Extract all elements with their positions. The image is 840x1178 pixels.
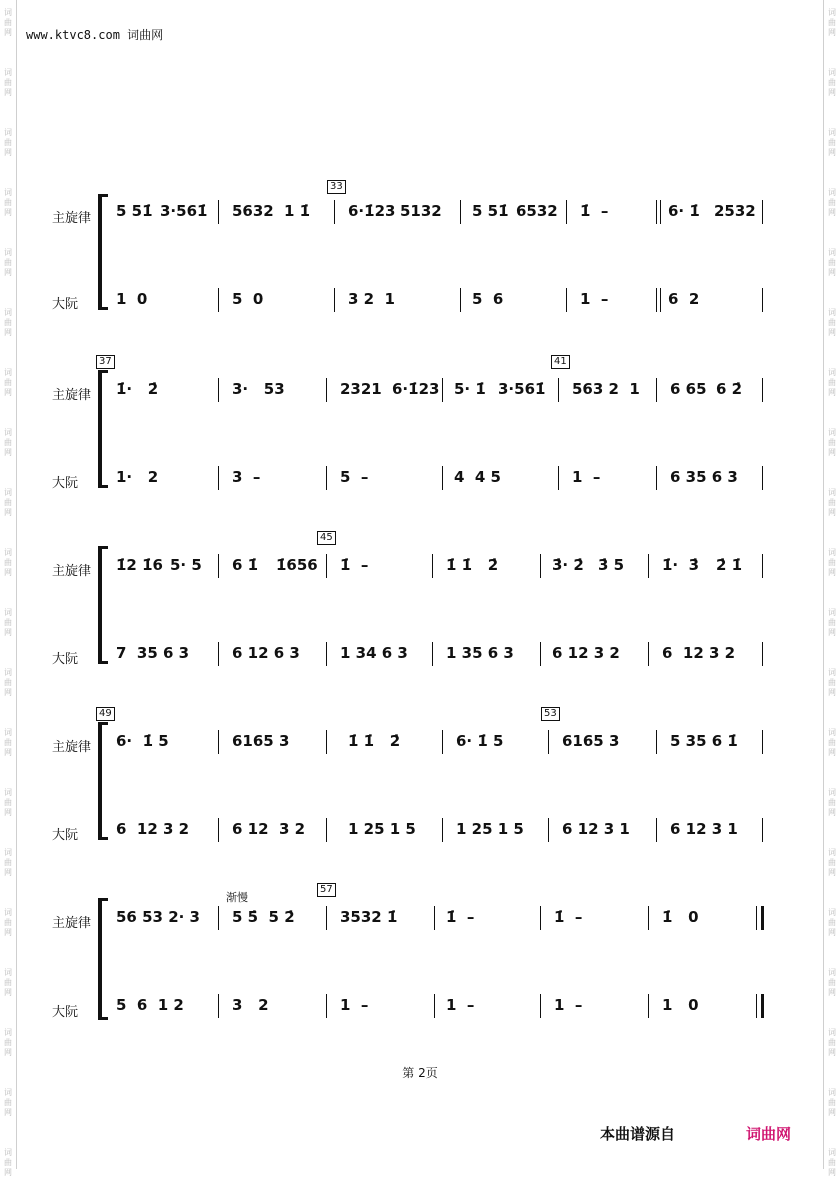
melody-notes: 6 1̇ [232,556,259,574]
barline [434,906,435,930]
watermark-mark: 词 曲 网 [4,68,12,97]
watermark-mark: 词 曲 网 [4,1088,12,1117]
barline [442,378,443,402]
watermark-mark: 词 曲 网 [828,488,836,517]
watermark-mark: 词 曲 网 [828,968,836,997]
barline [648,554,649,578]
barline [656,200,657,224]
final-barline [756,906,757,930]
ruan-notes: 5 0 [232,290,264,308]
watermark-mark: 词 曲 网 [4,308,12,337]
barline [218,554,219,578]
watermark-mark: 词 曲 网 [828,1028,836,1057]
brace-bottom [98,485,108,488]
melody-notes: 2321 [340,380,382,398]
part-label-ruan: 大阮 [52,652,79,667]
barline [326,730,327,754]
barline [548,730,549,754]
watermark-mark: 词 曲 网 [828,188,836,217]
ruan-notes: 1 – [580,290,609,308]
ruan-notes: 4 4 5 [454,468,501,486]
barline [460,288,461,312]
system-brace [98,722,102,840]
ruan-notes: 5 6 1 2 [116,996,184,1014]
ruan-notes: 5 – [340,468,369,486]
barline [540,642,541,666]
barline [460,200,461,224]
watermark-mark: 词 曲 网 [4,8,12,37]
final-barline-thick [761,906,764,930]
watermark-mark: 词 曲 网 [4,1028,12,1057]
melody-notes: 5 51̇ [472,202,509,220]
watermark-mark: 词 曲 网 [828,788,836,817]
measure-number: 41 [551,355,570,369]
brace-top [98,370,108,373]
watermark-mark: 词 曲 网 [4,1148,12,1177]
ruan-notes: 1 35 6 3 [446,644,514,662]
ruan-notes: 6 12 3 2 [232,820,306,838]
melody-notes: 3̇· 2̇ [552,556,584,574]
watermark-mark: 词 曲 网 [828,668,836,697]
ruan-notes: 6 12 3 1 [562,820,630,838]
ruan-notes: 1 34 6 3 [340,644,408,662]
melody-notes: 1̇ – [446,908,475,926]
measure-number: 45 [317,531,336,545]
barline [566,288,567,312]
barline [648,642,649,666]
melody-notes: 3532 1̇ [340,908,398,926]
melody-notes: 6·1̇23 [392,380,440,398]
barline [762,730,763,754]
barline [660,200,661,224]
barline [326,378,327,402]
watermark-mark: 词 曲 网 [4,608,12,637]
watermark-mark: 词 曲 网 [828,428,836,457]
barline [326,906,327,930]
watermark-mark: 词 曲 网 [4,968,12,997]
watermark-mark: 词 曲 网 [828,368,836,397]
barline [218,730,219,754]
final-barline-thick [761,994,764,1018]
melody-notes: 1̇ 1̇ 2̇ [348,732,401,750]
melody-notes: 1̇ – [580,202,609,220]
part-label-melody: 主旋律 [52,564,92,579]
ruan-notes: 7 35 6 3 [116,644,190,662]
barline [442,818,443,842]
brace-top [98,194,108,197]
site-url[interactable]: www.ktvc8.com 词曲网 [26,28,164,42]
melody-notes: 6532 [516,202,558,220]
barline [648,994,649,1018]
brace-top [98,722,108,725]
brace-bottom [98,661,108,664]
measure-number: 49 [96,707,115,721]
barline [656,730,657,754]
melody-notes: 1̇ 0 [662,908,699,926]
barline [762,378,763,402]
watermark-mark: 词 曲 网 [4,248,12,277]
watermark-mark: 词 曲 网 [4,368,12,397]
watermark-mark: 词 曲 网 [4,908,12,937]
watermark-mark: 词 曲 网 [4,668,12,697]
melody-notes: 5 5̇ 5 2̇ [232,908,295,926]
watermark-mark: 词 曲 网 [4,728,12,757]
watermark-mark: 词 曲 网 [4,548,12,577]
melody-notes: 56 53 2· 3 [116,908,200,926]
barline [762,200,763,224]
barline [326,642,327,666]
measure-number: 53 [541,707,560,721]
part-label-ruan: 大阮 [52,297,79,312]
watermark-mark: 词 曲 网 [828,8,836,37]
melody-notes: 6· 1̇ 5 [456,732,504,750]
measure-number: 57 [317,883,336,897]
melody-notes: 1̇2 1̇6 [116,556,163,574]
ruan-notes: 1 0 [116,290,148,308]
melody-notes: 1̇ – [340,556,369,574]
barline [218,906,219,930]
melody-notes: 5632 [232,202,274,220]
watermark-mark: 词 曲 网 [828,728,836,757]
melody-notes: 6 2̇ [716,380,743,398]
barline [762,466,763,490]
melody-notes: 1̇ – [554,908,583,926]
barline [326,466,327,490]
melody-notes: 6 65 [670,380,707,398]
ruan-notes: 6 12 6 3 [232,644,300,662]
part-label-ruan: 大阮 [52,476,79,491]
final-barline [756,994,757,1018]
barline [648,906,649,930]
watermark-mark: 词 曲 网 [4,788,12,817]
brace-bottom [98,1017,108,1020]
melody-notes: 2532 [714,202,756,220]
watermark-mark: 词 曲 网 [828,1088,836,1117]
melody-notes: 6165 3 [232,732,290,750]
melody-notes: 1̇ 1̇ 2̇ [446,556,499,574]
ruan-notes: 6 12 3 2 [552,644,620,662]
watermark-mark: 词 曲 网 [828,308,836,337]
melody-notes: 1 1̇ [284,202,311,220]
system-brace [98,370,102,488]
brace-bottom [98,307,108,310]
ruan-notes: 6 2 [668,290,700,308]
barline [442,466,443,490]
system-brace [98,194,102,310]
barline [762,818,763,842]
melody-notes: 5· 1̇ [454,380,486,398]
barline [558,378,559,402]
barline [540,994,541,1018]
barline [218,378,219,402]
barline [656,466,657,490]
barline [442,730,443,754]
ruan-notes: 1 – [572,468,601,486]
barline [334,200,335,224]
brace-top [98,546,108,549]
ruan-notes: 3 – [232,468,261,486]
barline [656,288,657,312]
barline [326,818,327,842]
watermark-mark: 词 曲 网 [4,848,12,877]
melody-notes: 6· 1̇ 5 [116,732,169,750]
melody-notes: 6· 1̇ [668,202,700,220]
ruan-notes: 1 – [340,996,369,1014]
source-label: 本曲谱源自 [600,1125,676,1143]
watermark-mark: 词 曲 网 [828,1148,836,1177]
melody-notes: 3· 53 [232,380,285,398]
ruan-notes: 1 0 [662,996,699,1014]
ruan-notes: 1 – [554,996,583,1014]
ruan-notes: 1· 2 [116,468,159,486]
ruan-notes: 6 35 6 3 [670,468,738,486]
watermark-mark: 词 曲 网 [828,248,836,277]
barline [566,200,567,224]
barline [218,818,219,842]
melody-notes: 3̇ 5 [598,556,625,574]
melody-notes: 5132 [400,202,442,220]
melody-notes: 5· 5 [170,556,202,574]
watermark-mark: 词 曲 网 [4,188,12,217]
part-label-melody: 主旋律 [52,211,92,226]
measure-number: 37 [96,355,115,369]
watermark-mark: 词 曲 网 [828,848,836,877]
ruan-notes: 6 12 3 2 [662,644,736,662]
ruan-notes: 6 12 3 1 [670,820,738,838]
barline [326,554,327,578]
watermark-mark: 词 曲 网 [828,68,836,97]
barline [558,466,559,490]
barline [334,288,335,312]
barline [432,642,433,666]
melody-notes: 1̇656 [276,556,318,574]
part-label-ruan: 大阮 [52,828,79,843]
part-label-melody: 主旋律 [52,388,92,403]
barline [656,378,657,402]
barline [218,288,219,312]
part-label-melody: 主旋律 [52,916,92,931]
barline [218,200,219,224]
barline [762,554,763,578]
ruan-notes: 1 – [446,996,475,1014]
melody-notes: 2̇ 1̇ [716,556,743,574]
melody-notes: 5 35 6 1̇ [670,732,738,750]
melody-notes: 1̇· 3̇ [662,556,700,574]
brace-top [98,898,108,901]
melody-notes: 6165 3 [562,732,620,750]
watermark-mark: 词 曲 网 [828,548,836,577]
ruan-notes: 1 25 1 5 [456,820,524,838]
barline [434,994,435,1018]
watermark-mark: 词 曲 网 [828,908,836,937]
system-brace [98,546,102,664]
part-label-ruan: 大阮 [52,1005,79,1020]
melody-notes: 1̇· 2̇ [116,380,159,398]
ruan-notes: 3 2 [232,996,269,1014]
barline [762,642,763,666]
brand-link[interactable]: 词曲网 [746,1125,792,1143]
page-number: 第 2页 [402,1066,438,1080]
watermark-mark: 词 曲 网 [4,428,12,457]
barline [548,818,549,842]
melody-notes: 5 51̇ [116,202,153,220]
barline [432,554,433,578]
melody-notes: 3·561̇ [498,380,546,398]
barline [540,906,541,930]
melody-notes: 6·1̇23 [348,202,396,220]
watermark-mark: 词 曲 网 [828,128,836,157]
measure-number: 33 [327,180,346,194]
ruan-notes: 3 2 1 [348,290,395,308]
system-brace [98,898,102,1020]
barline [218,994,219,1018]
barline [540,554,541,578]
barline [762,288,763,312]
watermark-mark: 词 曲 网 [4,128,12,157]
tempo-marking: 渐慢 [226,891,248,904]
barline [656,818,657,842]
part-label-melody: 主旋律 [52,740,92,755]
watermark-mark: 词 曲 网 [4,488,12,517]
ruan-notes: 6 12 3 2 [116,820,190,838]
barline [660,288,661,312]
ruan-notes: 5 6 [472,290,504,308]
watermark-mark: 词 曲 网 [828,608,836,637]
melody-notes: 563 2 1 [572,380,640,398]
brace-bottom [98,837,108,840]
melody-notes: 3·561̇ [160,202,208,220]
barline [326,994,327,1018]
barline [218,466,219,490]
barline [218,642,219,666]
ruan-notes: 1 25 1 5 [348,820,416,838]
